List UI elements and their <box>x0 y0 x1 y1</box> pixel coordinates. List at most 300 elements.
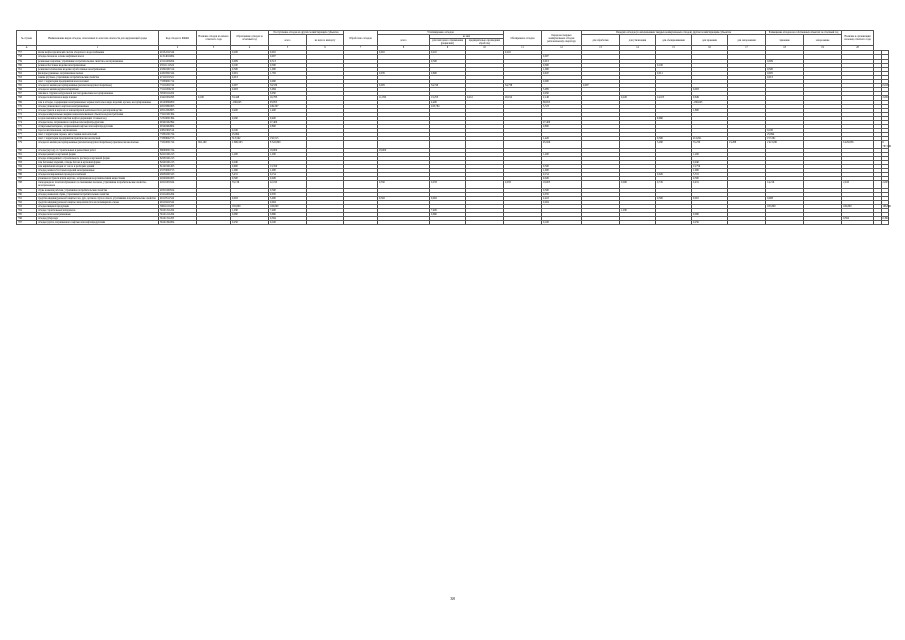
value-cell: 106,800 <box>882 204 891 208</box>
value-cell: 0,040 <box>231 160 269 164</box>
fkko-code-cell: 73339001714 <box>159 80 197 84</box>
fkko-code-cell: 41314010204 <box>159 55 197 59</box>
row-number-cell: 774 <box>17 120 37 124</box>
row-number-cell: 762 <box>17 71 37 75</box>
value-cell <box>466 181 504 188</box>
value-cell: 2,043 <box>842 181 874 188</box>
value-cell: 1,000 <box>231 169 269 173</box>
value-cell: 33,136 <box>231 181 269 188</box>
table-row <box>17 181 889 188</box>
value-cell: 0,000 <box>269 80 307 84</box>
header-utilized-all: всего <box>378 35 430 46</box>
value-cell: 0,007 <box>269 55 307 59</box>
column-number-cell: 14 <box>620 46 656 51</box>
row-number-cell: 759 <box>17 59 37 63</box>
column-number-cell: 18 <box>766 46 804 51</box>
waste-name-cell: спецодежда из хлопчатобумажного и смешанных волокон, утратившая потребительские свойства, незагрязненная <box>37 181 159 188</box>
value-cell: 0,800 <box>542 125 582 129</box>
header-processed: Обработано отходов <box>344 31 378 46</box>
row-number-cell: 790 <box>17 192 37 196</box>
value-cell: 2,148 <box>542 96 582 100</box>
waste-name-cell: отходы из жилищ крупногабаритные <box>37 88 159 92</box>
value-cell: 0,300 <box>231 177 269 181</box>
row-number-cell: 784 <box>17 165 37 169</box>
value-cell <box>466 221 504 225</box>
value-cell: 0,050 <box>542 92 582 96</box>
value-cell: 0,649 <box>692 96 728 100</box>
value-cell: 0,010 <box>378 51 430 55</box>
waste-name-cell: лом бетонных изделий, отходы бетона в кусковой форме <box>37 160 159 164</box>
column-number-cell: 12 <box>542 46 582 51</box>
waste-name-cell: смет с территории предприятия практически неопасный <box>37 137 159 141</box>
column-number-cell: А <box>17 46 37 51</box>
value-cell: 0,500 <box>269 188 307 192</box>
value-cell <box>504 141 542 148</box>
column-number-cell: 15 <box>656 46 692 51</box>
row-number-cell: 757 <box>17 51 37 55</box>
value-cell: 0,250 <box>231 221 269 225</box>
value-cell: 0,040 <box>692 160 728 164</box>
value-cell: 34,530 <box>269 84 307 88</box>
fkko-code-cell: 43320101514 <box>159 67 197 71</box>
value-cell: 0,007 <box>231 84 269 88</box>
row-number-cell: 795 <box>17 213 37 217</box>
value-cell: 0,900 <box>231 165 269 169</box>
value-cell <box>582 141 620 148</box>
value-cell <box>307 181 344 188</box>
value-cell: 0,500 <box>231 67 269 71</box>
value-cell: 165,800 <box>766 204 804 208</box>
value-cell: 106,800 <box>842 204 874 208</box>
value-cell: 2,418 <box>542 196 582 200</box>
value-cell: 18,000 <box>378 148 430 152</box>
value-cell: 1,200 <box>542 152 582 156</box>
fkko-code-cell: 40211001624 <box>159 181 197 188</box>
header-transfer-other: Передача отходов (за исключением твердых коммунальных отходов) другим хозяйствующим субъектам <box>582 31 766 35</box>
fkko-code-cell: 43114100204 <box>159 59 197 63</box>
fkko-code-cell: 73339002715 <box>159 137 197 141</box>
value-cell: 2,600 <box>882 96 889 100</box>
value-cell <box>766 221 804 225</box>
value-cell: 0,100 <box>231 63 269 67</box>
value-cell: 13,750 <box>692 165 728 169</box>
row-number-cell: 779 <box>17 141 37 148</box>
value-cell: 1,200 <box>692 152 728 156</box>
waste-name-cell: тара полиэтиленовая, загрязненная <box>37 129 159 133</box>
value-cell: 0,800 <box>269 125 307 129</box>
fkko-code-cell: 48230201525 <box>159 173 197 177</box>
fkko-code-cell: 73310001724 <box>159 141 197 148</box>
value-cell <box>307 141 344 148</box>
row-number-cell: 771 <box>17 108 37 112</box>
waste-name-cell: резинометаллические изделия отработанные незагрязненные <box>37 67 159 71</box>
value-cell: 0,400 <box>231 108 269 112</box>
column-number-cell: 9 <box>430 46 466 51</box>
value-cell <box>620 141 656 148</box>
value-cell: 0,035 <box>269 192 307 196</box>
value-cell: 0,026 <box>269 177 307 181</box>
header-formed: Образование отходов за отчетный год <box>231 31 269 46</box>
header-received-import: из них по импорту <box>307 35 344 46</box>
fkko-code-cell: 46120099200 <box>159 100 197 104</box>
value-cell: 0,050 <box>269 92 307 96</box>
row-number-cell: 792 <box>17 200 37 204</box>
value-cell: 0,013 <box>231 75 269 79</box>
waste-name-cell: обувь кожаная рабочая, утратившая потребительские свойства <box>37 188 159 192</box>
value-cell: 1,200 <box>231 152 269 156</box>
waste-name-cell: обтирочный материал, загрязненный нефтью или нефтепродуктами <box>37 125 159 129</box>
column-number-cell: 17 <box>728 46 766 51</box>
value-cell: 0,250 <box>692 221 728 225</box>
value-cell: 0,013 <box>766 75 804 79</box>
header-utilized-preprocessed: предварительно прошедших обработку <box>466 39 504 46</box>
value-cell <box>874 221 881 225</box>
value-cell: 1,000 <box>542 169 582 173</box>
value-cell: 22,193 <box>269 181 307 188</box>
value-cell: -186,645 <box>692 100 728 104</box>
value-cell: 5,723 <box>542 104 582 108</box>
value-cell: 1,000 <box>269 169 307 173</box>
row-number-cell: 781 <box>17 152 37 156</box>
value-cell <box>656 221 692 225</box>
row-number-cell: 786 <box>17 173 37 177</box>
value-cell: 95,829 <box>542 141 582 148</box>
value-cell: 0,005 <box>766 71 804 75</box>
fkko-code-cell: 91920102394 <box>159 120 197 124</box>
fkko-code-cell: 36121302204 <box>159 221 197 225</box>
value-cell: 6 429,836 <box>842 141 874 148</box>
row-number-cell: 797 <box>17 221 37 225</box>
header-placed-storage: хранение <box>766 35 804 46</box>
waste-name-cell: отходы затвердевшего строительного раствора в кусковой форме <box>37 156 159 160</box>
fkko-code-cell: 73111002215 <box>159 88 197 92</box>
fkko-code-cell: 72310001394 <box>159 116 197 120</box>
value-cell: 0,210 <box>430 51 466 55</box>
waste-name-cell: отходы рубероида <box>37 217 159 221</box>
report-table-sheet <box>16 30 889 225</box>
column-number-cell: 6 <box>307 46 344 51</box>
column-number-cell: 19 <box>804 46 842 51</box>
header-placed-burial: захоронение <box>804 35 842 46</box>
header-received: Поступление отходов из других хозяйствующих субъектов <box>269 31 344 35</box>
value-cell: 0,004 <box>542 200 582 204</box>
header-start-year: Наличие отходов на начало отчетного года <box>197 31 231 46</box>
row-number-cell: 769 <box>17 100 37 104</box>
value-cell: 0,002 <box>430 196 466 200</box>
value-cell: 1,000 <box>542 67 582 71</box>
column-number-cell: 2 <box>159 46 197 51</box>
value-cell <box>728 221 766 225</box>
header-transfer-neutralization: для обезвреживания <box>656 35 692 46</box>
value-cell: 0,154 <box>269 173 307 177</box>
column-number-cell: 7 <box>344 46 378 51</box>
value-cell: 0,300 <box>656 137 692 141</box>
header-utilized-incl: из них <box>430 35 504 39</box>
waste-name-cell: резиновые перчатки, утратившие потребительские свойства, незагрязненные <box>37 59 159 63</box>
value-cell: 0,007 <box>542 55 582 59</box>
row-number-cell: 776 <box>17 129 37 133</box>
value-cell: 106,800 <box>269 204 307 208</box>
waste-name-cell: отходы песка незагрязненные <box>37 213 159 217</box>
value-cell: 157,561 <box>766 137 804 141</box>
value-cell <box>582 181 620 188</box>
value-cell: 0,500 <box>430 59 466 63</box>
header-row-number: № строки <box>17 31 37 46</box>
waste-name-cell: отходы строительных материалов <box>37 209 159 213</box>
value-cell <box>378 141 430 148</box>
waste-name-cell: отходы (мусор) от строительных и ремонтных работ <box>37 148 159 152</box>
header-placed: Размещение отходов на собственных объектах за отчетный год <box>766 31 842 35</box>
value-cell: 0,212 <box>466 96 504 100</box>
value-cell: 0,033 <box>504 181 542 188</box>
fkko-code-cell: 82220101215 <box>159 160 197 164</box>
value-cell <box>307 221 344 225</box>
row-number-cell: 793 <box>17 204 37 208</box>
column-number-cell: 1 <box>37 46 159 51</box>
row-number-cell: 758 <box>17 55 37 59</box>
fkko-code-cell: 40152211524 <box>159 51 197 55</box>
value-cell: 14,105 <box>656 96 692 100</box>
value-cell: 5,331 <box>692 173 728 177</box>
value-cell: 212,821 <box>692 137 728 141</box>
row-number-cell: 761 <box>17 67 37 71</box>
value-cell <box>804 221 842 225</box>
waste-name-cell: шлам нефтеотделителей систем оборотного водоснабжения <box>37 51 159 55</box>
column-number-cell: 4 <box>231 46 269 51</box>
column-number-cell: 3 <box>197 46 231 51</box>
header-neutralized: Обезврежено отходов <box>504 31 542 46</box>
fkko-code-cell: 49110511524 <box>159 196 197 200</box>
value-cell: 0,018 <box>231 196 269 200</box>
column-number-cell: 20 <box>842 46 874 51</box>
waste-name-cell: отходы полиэтилена в виде пленки <box>37 96 159 100</box>
value-cell: 7,400 <box>430 209 466 213</box>
value-cell <box>620 221 656 225</box>
value-cell: 5,000 <box>269 196 307 200</box>
fkko-code-cell: 73331001724 <box>159 133 197 137</box>
value-cell: 27,400 <box>269 120 307 124</box>
header-transfer-storage: для хранения <box>692 35 728 46</box>
fkko-code-cell: 73210101304 <box>159 112 197 116</box>
value-cell: 0,745 <box>656 181 692 188</box>
row-number-cell: 778 <box>17 137 37 141</box>
table-body <box>17 51 889 225</box>
value-cell: 0,100 <box>197 96 231 100</box>
fkko-code-cell: 49110411524 <box>159 200 197 204</box>
value-cell: 0,010 <box>269 51 307 55</box>
waste-name-cell: смет с территории предприятия малоопасный <box>37 80 159 84</box>
value-cell: 0,300 <box>656 196 692 200</box>
value-cell: 0,010 <box>692 196 728 200</box>
value-cell: 13,253 <box>430 96 466 100</box>
fkko-code-cell: 40518301605 <box>159 104 197 108</box>
table-row <box>17 221 889 225</box>
fkko-code-cell: 36121311205 <box>159 217 197 221</box>
value-cell <box>842 221 874 225</box>
value-cell: 6 787,136 <box>882 141 891 148</box>
value-cell: 18,000 <box>269 148 307 152</box>
waste-name-cell: отходы из жилищ несортированные (исключая крупногабаритные) <box>37 84 159 88</box>
fkko-code-cell: 44318321524 <box>159 71 197 75</box>
value-cell: 14,216 <box>766 181 804 188</box>
fkko-code-cell: 30529111204 <box>159 92 197 96</box>
row-number-cell: 760 <box>17 63 37 67</box>
waste-name-cell: отходы изолированных проводов и кабелей <box>37 173 159 177</box>
row-number-cell: 783 <box>17 160 37 164</box>
header-received-all: всего <box>269 35 307 46</box>
value-cell: 0,100 <box>766 129 804 133</box>
waste-name-cell: отходы из жилищ несортированные (исключая крупногабаритные) практически неопасные <box>37 141 159 148</box>
value-cell: 0,090 <box>692 213 728 217</box>
row-number-cell: 764 <box>17 80 37 84</box>
waste-name-cell: осадок механической очистки нефтесодержащих сточных вод <box>37 116 159 120</box>
value-cell: 0,100 <box>269 221 307 225</box>
value-cell: 1,800 <box>692 108 728 112</box>
header-transfer-burial: для захоронения <box>728 35 766 46</box>
value-cell: 0,660 <box>269 213 307 217</box>
table-row <box>17 141 889 148</box>
row-number-cell: 789 <box>17 188 37 192</box>
waste-name-cell: отходы упаковочного картона незагрязненные <box>37 104 159 108</box>
row-number-cell: 773 <box>17 116 37 120</box>
waste-name-cell: отходы резиноасбестовых изделий незагрязненные <box>37 169 159 173</box>
value-cell <box>804 141 842 148</box>
value-cell: 4,400 <box>430 100 466 104</box>
row-number-cell: 788 <box>17 181 37 188</box>
waste-name-cell: отходы резиновой обуви, утратившей потребительские свойства <box>37 192 159 196</box>
value-cell: 9,400 <box>269 116 307 120</box>
value-cell: 0,003 <box>692 88 728 92</box>
waste-name-cell: резиноасбестовые изделия незагрязненные <box>37 63 159 67</box>
value-cell: 0,300 <box>692 177 728 181</box>
value-cell: 1,030 <box>620 209 656 213</box>
header-transfer-utilization: для утилизации <box>620 35 656 46</box>
value-cell <box>504 221 542 225</box>
value-cell: 0,006 <box>620 181 656 188</box>
value-cell <box>804 181 842 188</box>
waste-name-cell: отходы бумаги и картона от канцелярской деятельности и делопроизводства <box>37 108 159 112</box>
value-cell <box>430 221 466 225</box>
value-cell: 18,003 <box>542 181 582 188</box>
value-cell <box>881 221 888 225</box>
value-cell: 150,515 <box>269 137 307 141</box>
waste-name-cell: средства индивидуальной защиты глаз, рук, органов слуха в смеси, утратившие потребительские свойства <box>37 196 159 200</box>
value-cell: 2 699,563 <box>231 141 269 148</box>
value-cell: 0,009 <box>231 59 269 63</box>
value-cell: 5,280 <box>656 141 692 148</box>
value-cell <box>466 141 504 148</box>
row-number-cell: 794 <box>17 209 37 213</box>
value-cell: 2,093 <box>881 181 888 188</box>
value-cell: 27,400 <box>542 120 582 124</box>
value-cell: 0,001 <box>231 71 269 75</box>
row-number-cell: 796 <box>17 217 37 221</box>
value-cell: 0,350 <box>378 181 430 188</box>
value-cell: 2 415,801 <box>766 141 804 148</box>
fkko-code-cell: 43411002295 <box>159 96 197 100</box>
fkko-code-cell: 89000001724 <box>159 148 197 152</box>
value-cell: 0,005 <box>378 84 430 88</box>
value-cell: 33,448 <box>231 96 269 100</box>
value-cell <box>874 141 881 148</box>
column-number-cell: 11 <box>504 46 542 51</box>
value-cell: 0,035 <box>542 192 582 196</box>
fkko-code-cell: 81220101205 <box>159 165 197 169</box>
column-number-cell: 13 <box>582 46 620 51</box>
waste-name-cell: смет с территории гаража, автостоянки малоопасный <box>37 133 159 137</box>
fkko-code-cell: 43811902514 <box>159 129 197 133</box>
value-cell: 11,050 <box>378 96 430 100</box>
value-cell: 0,500 <box>542 165 582 169</box>
header-waste-name: Наименование видов отходов, отнесенных по классам опасности для окружающей среды <box>37 31 159 46</box>
value-cell: 0,226 <box>620 96 656 100</box>
value-cell: 0,033 <box>430 181 466 188</box>
waste-name-cell: отходы коммунальные жидкие неканализованных объектов водопотребления <box>37 112 159 116</box>
value-cell: 0,500 <box>766 67 804 71</box>
value-cell: 93,853 <box>269 100 307 104</box>
value-cell: -186,645 <box>231 100 269 104</box>
value-cell: 313,592 <box>231 137 269 141</box>
value-cell: 0,154 <box>542 173 582 177</box>
value-cell: 13,288 <box>728 141 766 148</box>
header-transfer-regop: Передача твердых коммунальных отходов региональному оператору <box>542 31 582 46</box>
value-cell: 29,012 <box>504 96 542 100</box>
value-cell: 1,030 <box>231 209 269 213</box>
value-cell: 0,004 <box>269 200 307 204</box>
header-fkko-code: Код отхода по ФККО <box>159 31 197 46</box>
row-number-cell: 763 <box>17 75 37 79</box>
header-transfer-processing: для обработки <box>582 35 620 46</box>
value-cell: 0,007 <box>582 84 620 88</box>
value-cell: 5,431 <box>231 173 269 177</box>
value-cell: 0,018 <box>882 84 889 88</box>
waste-name-cell: лом кирпичной кладки от сноса и разборки зданий <box>37 165 159 169</box>
value-cell: 9,660 <box>656 116 692 120</box>
value-cell: 25,994 <box>231 133 269 137</box>
value-cell: 1,400 <box>269 108 307 112</box>
value-cell: 0,947 <box>542 71 582 75</box>
value-cell: 13,350 <box>269 165 307 169</box>
value-cell: 0,035 <box>378 71 430 75</box>
row-number-cell: 770 <box>17 104 37 108</box>
value-cell <box>874 181 881 188</box>
value-cell: 34,740 <box>430 84 466 88</box>
waste-name-cell: средства индивидуальной защиты лица и/или глаз на полимерной основе <box>37 200 159 204</box>
row-number-cell: 785 <box>17 169 37 173</box>
value-cell: 55,230 <box>692 141 728 148</box>
value-cell: 0,013 <box>542 59 582 63</box>
value-cell: 89,655 <box>542 100 582 104</box>
value-cell: 0,660 <box>430 213 466 217</box>
column-number-cell: 16 <box>692 46 728 51</box>
value-cell: 5,085 <box>542 88 582 92</box>
value-cell: 1,000 <box>692 169 728 173</box>
fkko-code-cell: 82210101215 <box>159 152 197 156</box>
value-cell <box>197 181 231 188</box>
header-utilized-reuse: для повторного применения (рециклинг) <box>430 39 466 46</box>
value-cell: 0,020 <box>656 173 692 177</box>
value-cell: 0,300 <box>542 63 582 67</box>
waste-name-cell: отходы грунта, загрязненного нефтью или нефтепродуктами <box>37 221 159 225</box>
value-cell: 0,090 <box>231 213 269 217</box>
waste-report-table <box>16 30 889 225</box>
fkko-code-cell: 73111001724 <box>159 84 197 88</box>
fkko-code-cell: 45511111524 <box>159 63 197 67</box>
waste-name-cell: отходы песка, загрязненного нефтью или нефтепродуктами <box>37 120 159 124</box>
waste-name-cell: лампы ртутные, утратившие потребительские свойства <box>37 75 159 79</box>
value-cell: 0,394 <box>842 217 874 221</box>
value-cell <box>582 221 620 225</box>
